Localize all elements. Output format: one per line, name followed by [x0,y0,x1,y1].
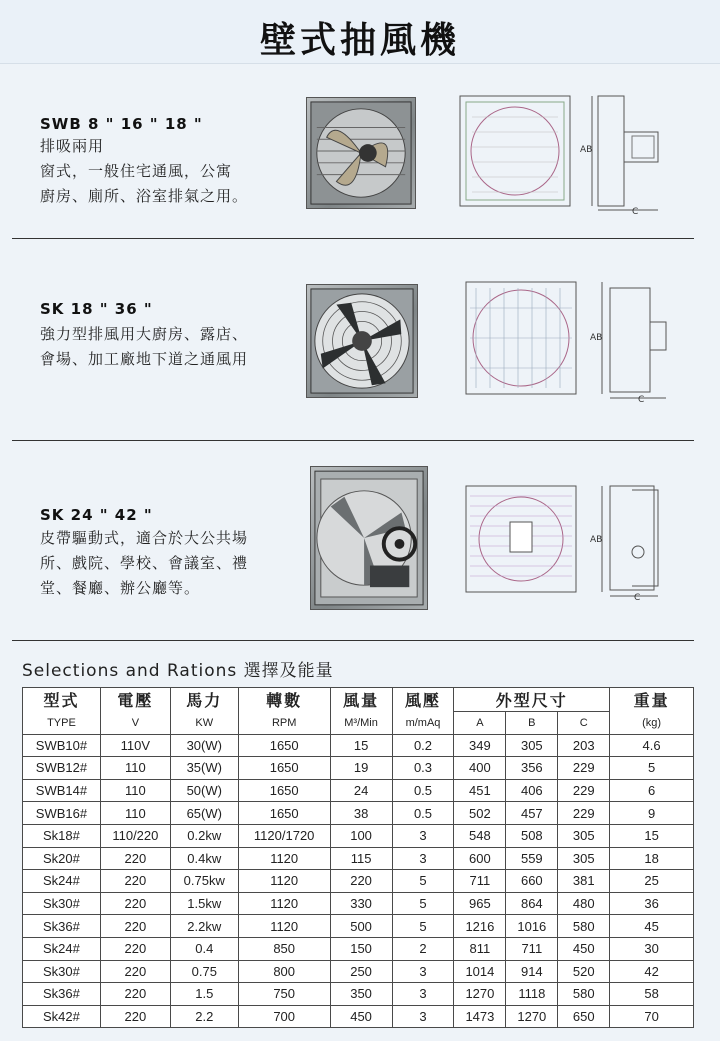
cell-type: Sk30# [23,892,101,915]
cell-rpm: 800 [238,960,330,983]
cell-airflow: 115 [330,847,392,870]
cell-dim-b: 508 [506,824,558,847]
cell-rpm: 1650 [238,757,330,780]
cell-voltage: 220 [100,983,170,1006]
cell-dim-c: 480 [558,892,610,915]
exhaust-fan-photo-icon [310,466,428,610]
table-row [23,1005,694,1028]
table-row [23,757,694,780]
cell-dim-a: 548 [454,824,506,847]
cell-type: SWB14# [23,779,101,802]
cell-dim-b: 864 [506,892,558,915]
cell-dim-b: 559 [506,847,558,870]
cell-dim-c: 229 [558,757,610,780]
cell-dim-c: 650 [558,1005,610,1028]
cell-pressure: 3 [392,960,454,983]
cell-type: Sk42# [23,1005,101,1028]
cell-weight: 42 [610,960,694,983]
cell-airflow: 450 [330,1005,392,1028]
desc-line: 堂、餐廳、辦公廳等。 [40,579,201,597]
cell-weight: 4.6 [610,734,694,757]
cell-voltage: 110 [100,802,170,825]
cell-pressure: 0.5 [392,779,454,802]
cell-type: Sk24# [23,870,101,893]
header-type-cn: 型式 [23,688,101,712]
cell-weight: 18 [610,847,694,870]
cell-pressure: 2 [392,937,454,960]
header-airflow-cn: 風量 [330,688,392,712]
table-row [23,960,694,983]
cell-dim-a: 711 [454,870,506,893]
cell-voltage: 220 [100,960,170,983]
product-model-sk24: SK 24 " 42 " [40,506,153,524]
cell-dim-b: 711 [506,937,558,960]
cell-dim-a: 965 [454,892,506,915]
desc-line: 皮帶驅動式，適合於大公共場 [40,529,249,547]
cell-dim-b: 406 [506,779,558,802]
cell-dim-b: 305 [506,734,558,757]
table-row [23,870,694,893]
cell-dim-a: 811 [454,937,506,960]
table-row [23,847,694,870]
cell-power: 0.75 [170,960,238,983]
cell-weight: 6 [610,779,694,802]
header-type-en: TYPE [23,712,101,735]
header-power-cn: 馬力 [170,688,238,712]
cell-airflow: 15 [330,734,392,757]
selections-title: Selections and Rations 選擇及能量 [22,661,334,681]
cell-type: Sk36# [23,915,101,938]
cell-dim-b: 1118 [506,983,558,1006]
cell-power: 0.2kw [170,824,238,847]
cell-pressure: 5 [392,870,454,893]
cell-weight: 36 [610,892,694,915]
table-row [23,824,694,847]
cell-dim-a: 349 [454,734,506,757]
cell-dim-a: 1014 [454,960,506,983]
cell-weight: 15 [610,824,694,847]
header-dim-a: A [454,712,506,735]
header-dim-b: B [506,712,558,735]
cell-weight: 58 [610,983,694,1006]
header-pressure-en: m/mAq [392,712,454,735]
cell-dim-a: 1270 [454,983,506,1006]
cell-pressure: 3 [392,824,454,847]
product-desc-swb [40,134,248,209]
cell-airflow: 330 [330,892,392,915]
cell-power: 50(W) [170,779,238,802]
cell-weight: 70 [610,1005,694,1028]
cell-dim-a: 502 [454,802,506,825]
cell-power: 1.5 [170,983,238,1006]
cell-power: 1.5kw [170,892,238,915]
desc-line: 強力型排風用大廚房、露店、 [40,325,249,343]
cell-type: Sk24# [23,937,101,960]
cell-rpm: 1650 [238,779,330,802]
product-model-sk18: SK 18 " 36 " [40,300,153,318]
cell-weight: 25 [610,870,694,893]
cell-rpm: 1120 [238,870,330,893]
cell-dim-b: 914 [506,960,558,983]
section-divider [12,440,694,441]
exhaust-fan-photo-icon [306,97,416,209]
table-row [23,937,694,960]
cell-type: Sk18# [23,824,101,847]
cell-airflow: 250 [330,960,392,983]
cell-voltage: 220 [100,937,170,960]
cell-dim-c: 305 [558,824,610,847]
table-row [23,892,694,915]
cell-pressure: 0.3 [392,757,454,780]
cell-weight: 9 [610,802,694,825]
cell-dim-b: 660 [506,870,558,893]
svg-text:C: C [638,395,645,404]
cell-dim-c: 520 [558,960,610,983]
cell-pressure: 3 [392,1005,454,1028]
cell-rpm: 1650 [238,802,330,825]
header-dim-c: C [558,712,610,735]
cell-weight: 5 [610,757,694,780]
cell-power: 0.4 [170,937,238,960]
cell-type: SWB16# [23,802,101,825]
cell-dim-b: 356 [506,757,558,780]
cell-dim-a: 400 [454,757,506,780]
cell-dim-b: 1270 [506,1005,558,1028]
fan-technical-drawing-icon [452,92,682,216]
cell-type: Sk36# [23,983,101,1006]
cell-airflow: 150 [330,937,392,960]
cell-voltage: 110 [100,779,170,802]
cell-airflow: 24 [330,779,392,802]
cell-dim-a: 451 [454,779,506,802]
header-weight-en: (kg) [610,712,694,735]
cell-weight: 30 [610,937,694,960]
cell-airflow: 100 [330,824,392,847]
header-voltage-en: V [100,712,170,735]
cell-airflow: 350 [330,983,392,1006]
page-title: 壁式抽風機 [259,20,460,61]
cell-voltage: 110/220 [100,824,170,847]
cell-type: Sk30# [23,960,101,983]
cell-dim-c: 203 [558,734,610,757]
cell-voltage: 220 [100,847,170,870]
cell-pressure: 3 [392,847,454,870]
cell-pressure: 3 [392,983,454,1006]
table-row [23,734,694,757]
cell-dim-c: 450 [558,937,610,960]
header-rpm-cn: 轉數 [238,688,330,712]
cell-type: SWB12# [23,757,101,780]
cell-type: SWB10# [23,734,101,757]
desc-line: 會場、加工廠地下道之通風用 [40,350,249,368]
cell-power: 30(W) [170,734,238,757]
header-pressure-cn: 風壓 [392,688,454,712]
cell-power: 35(W) [170,757,238,780]
desc-line: 廚房、廁所、浴室排氣之用。 [40,187,249,205]
header-rpm-en: RPM [238,712,330,735]
svg-text:C: C [634,593,641,602]
cell-dim-c: 580 [558,983,610,1006]
title-bar [0,0,720,64]
table-row [23,915,694,938]
cell-voltage: 110V [100,734,170,757]
cell-dim-a: 1216 [454,915,506,938]
cell-rpm: 850 [238,937,330,960]
cell-dim-b: 1016 [506,915,558,938]
header-dimensions-cn: 外型尺寸 [454,688,610,712]
desc-line: 排吸兩用 [40,137,105,155]
product-model-swb: SWB 8 " 16 " 18 " [40,115,203,133]
table-row [23,802,694,825]
cell-power: 0.4kw [170,847,238,870]
header-airflow-en: M³/Min [330,712,392,735]
cell-pressure: 0.5 [392,802,454,825]
cell-power: 2.2kw [170,915,238,938]
cell-airflow: 220 [330,870,392,893]
cell-dim-c: 580 [558,915,610,938]
cell-airflow: 19 [330,757,392,780]
cell-voltage: 220 [100,870,170,893]
svg-text:AB: AB [590,535,603,545]
cell-rpm: 1120 [238,892,330,915]
cell-airflow: 38 [330,802,392,825]
desc-line: 窗式，一般住宅通風，公寓 [40,162,233,180]
fan-technical-drawing-icon [462,482,682,602]
table-row [23,983,694,1006]
cell-power: 0.75kw [170,870,238,893]
cell-rpm: 1120 [238,847,330,870]
cell-dim-c: 381 [558,870,610,893]
cell-dim-c: 229 [558,802,610,825]
cell-voltage: 220 [100,1005,170,1028]
exhaust-fan-photo-icon [306,284,418,398]
section-divider [12,640,694,641]
cell-pressure: 5 [392,915,454,938]
cell-power: 2.2 [170,1005,238,1028]
selections-table [22,687,694,1028]
header-voltage-cn: 電壓 [100,688,170,712]
svg-text:AB: AB [590,333,603,343]
svg-text:C: C [632,207,639,216]
cell-pressure: 5 [392,892,454,915]
cell-pressure: 0.2 [392,734,454,757]
cell-voltage: 220 [100,892,170,915]
cell-dim-c: 305 [558,847,610,870]
cell-rpm: 1650 [238,734,330,757]
cell-type: Sk20# [23,847,101,870]
fan-technical-drawing-icon [462,278,682,404]
selections-table-body [23,734,694,1028]
cell-power: 65(W) [170,802,238,825]
cell-dim-b: 457 [506,802,558,825]
cell-dim-c: 229 [558,779,610,802]
product-desc-sk24 [40,526,248,601]
svg-text:AB: AB [580,145,593,155]
cell-rpm: 1120 [238,915,330,938]
cell-airflow: 500 [330,915,392,938]
desc-line: 所、戲院、學校、會議室、禮 [40,554,249,572]
header-weight-cn: 重量 [610,688,694,712]
cell-dim-a: 1473 [454,1005,506,1028]
cell-rpm: 700 [238,1005,330,1028]
cell-voltage: 220 [100,915,170,938]
cell-rpm: 750 [238,983,330,1006]
cell-dim-a: 600 [454,847,506,870]
cell-weight: 45 [610,915,694,938]
table-row [23,779,694,802]
product-desc-sk18 [40,322,248,372]
cell-voltage: 110 [100,757,170,780]
header-power-en: KW [170,712,238,735]
section-divider [12,238,694,239]
cell-rpm: 1120/1720 [238,824,330,847]
